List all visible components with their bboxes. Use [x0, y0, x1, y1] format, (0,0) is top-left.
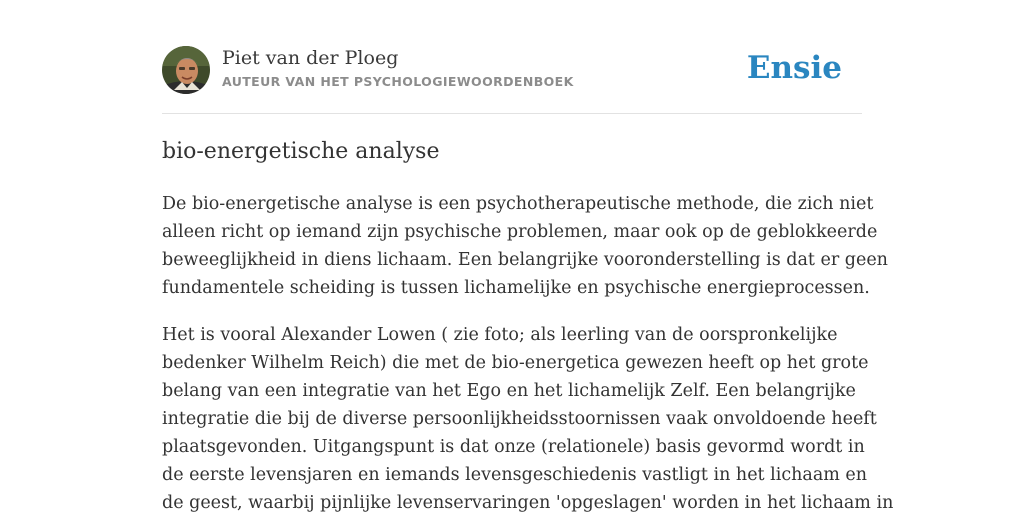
- author-photo: [162, 46, 210, 94]
- text-line: fundamentele scheiding is tussen lichamelijke en psychische energieprocessen.: [162, 278, 870, 298]
- text-line: De bio-energetische analyse is een psychotherapeutische methode, die zich niet: [162, 194, 874, 214]
- text-line: belang van een integratie van het Ego en het lichamelijk Zelf. Een belangrijke: [162, 381, 856, 401]
- text-line: integratie die bij de diverse persoonlijkheidsstoornissen vaak onvoldoende heeft: [162, 409, 877, 429]
- author-header: [162, 46, 862, 96]
- text-line: de geest, waarbij pijnlijke levenservaringen 'opgeslagen' worden in het lichaam in: [162, 493, 894, 512]
- text-line: Het is vooral Alexander Lowen ( zie foto; als leerling van de oorspronkelijke: [162, 325, 838, 345]
- paragraph: [162, 190, 888, 302]
- author-avatar[interactable]: [162, 46, 210, 94]
- text-line: bedenker Wilhelm Reich) die met de bio-energetica gewezen heeft op het grote: [162, 353, 869, 373]
- ensie-logo[interactable]: Ensie: [746, 50, 842, 86]
- author-name[interactable]: Piet van der Ploeg: [222, 47, 399, 69]
- author-role: AUTEUR VAN HET PSYCHOLOGIEWOORDENBOEK: [222, 74, 574, 89]
- text-line: alleen richt op iemand zijn psychische problemen, maar ook op de geblokkeerde: [162, 222, 878, 242]
- paragraph: [162, 321, 894, 512]
- article-body: [162, 190, 894, 512]
- text-line: beweeglijkheid in diens lichaam. Een belangrijke vooronderstelling is dat er geen: [162, 250, 888, 270]
- article-title: bio-energetische analyse: [162, 139, 440, 164]
- text-line: de eerste levensjaren en iemands levensgeschiedenis vastligt in het lichaam en: [162, 465, 868, 485]
- text-line: plaatsgevonden. Uitgangspunt is dat onze (relationele) basis gevormd wordt in: [162, 437, 865, 457]
- header-divider: [162, 113, 862, 114]
